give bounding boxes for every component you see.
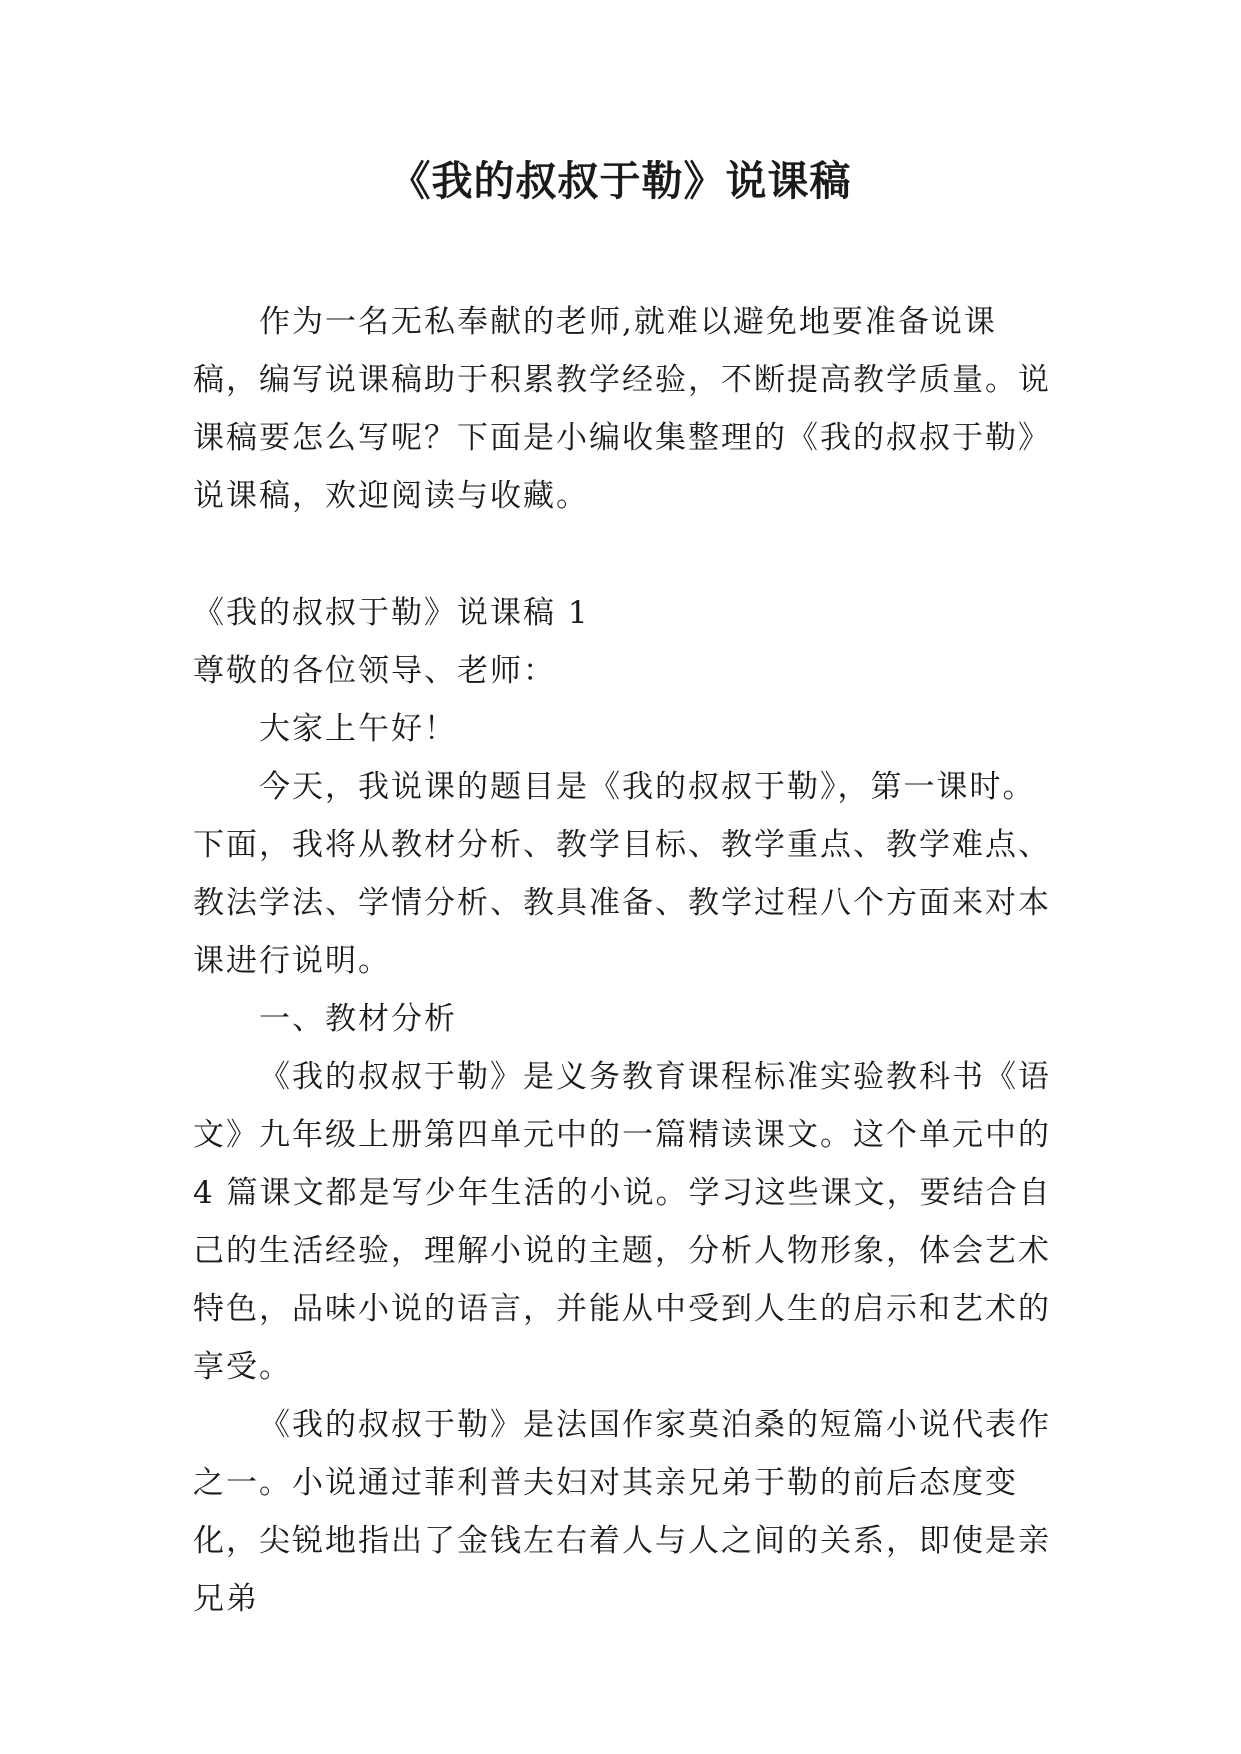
- paragraph-textbook: 《我的叔叔于勒》是义务教育课程标准实验教科书《语文》九年级上册第四单元中的一篇精读课文。这个单元中的 4 篇课文都是写少年生活的小说。学习这些课文，要结合自己的生活经验，理解小说的主题，分析人物形象，体会艺术特色，品味小说的语言，并能从中受到人生的启示和艺术的享受。: [193, 1059, 1052, 1385]
- intro-paragraph: 作为一名无私奉献的老师,就难以避免地要准备说课稿，编写说课稿助于积累教学经验，不断提高教学质量。说课稿要怎么写呢？下面是小编收集整理的《我的叔叔于勒》说课稿，欢迎阅读与收藏。: [193, 304, 1051, 514]
- paragraph-story: 《我的叔叔于勒》是法国作家莫泊桑的短篇小说代表作之一。小说通过菲利普夫妇对其亲兄弟于勒的前后态度变化，尖锐地指出了金钱左右着人与人之间的关系，即使是亲兄弟: [193, 1407, 1051, 1617]
- salutation: 尊敬的各位领导、老师：: [193, 653, 556, 689]
- section-heading: 《我的叔叔于勒》说课稿 1: [193, 595, 590, 631]
- greeting: 大家上午好！: [259, 711, 457, 747]
- paragraph-today: 今天，我说课的题目是《我的叔叔于勒》，第一课时。下面，我将从教材分析、教学目标、教学重点、教学难点、教法学法、学情分析、教具准备、教学过程八个方面来对本课进行说明。: [193, 769, 1051, 979]
- heading-textbook-analysis: 一、教材分析: [259, 1001, 457, 1037]
- document-title: 《我的叔叔于勒》说课稿: [389, 157, 852, 205]
- intro-block: [193, 293, 1053, 525]
- section-block: [193, 584, 1053, 1628]
